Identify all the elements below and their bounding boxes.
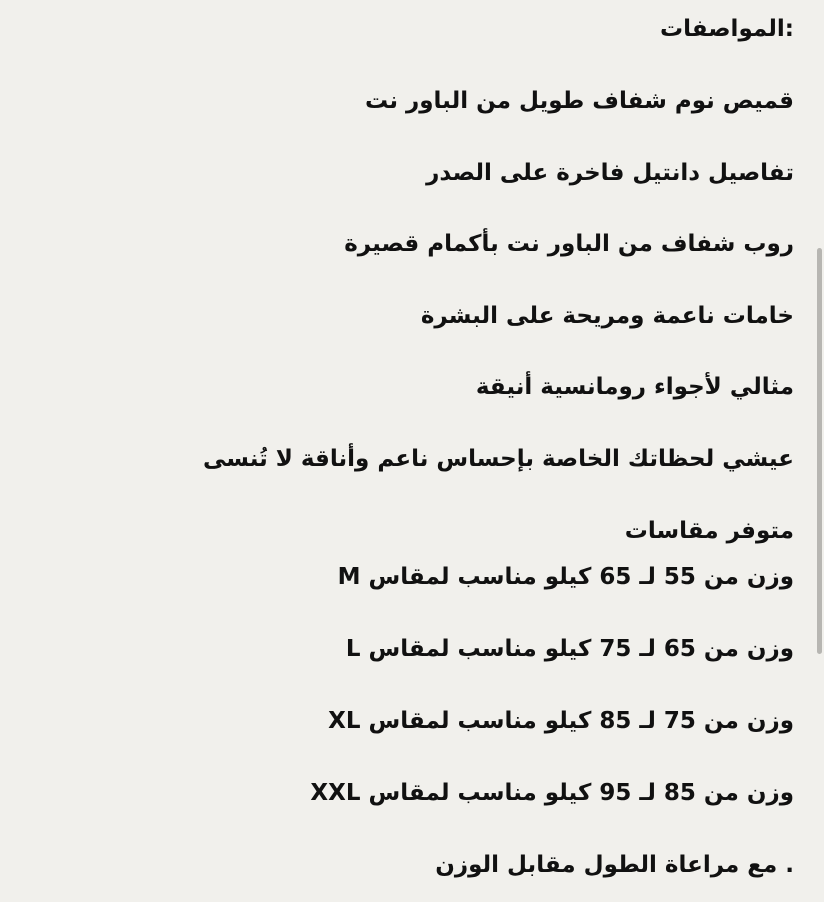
specs-heading: :المواصفات — [660, 16, 794, 42]
spec-line: تفاصيل دانتيل فاخرة على الصدر — [426, 160, 794, 186]
size-line-m: M وزن من 55 لـ 65 كيلو مناسب لمقاس — [337, 564, 794, 590]
sizes-heading: متوفر مقاسات — [624, 518, 794, 544]
spec-line: قميص نوم شفاف طويل من الباور نت — [365, 88, 794, 114]
spec-line: عيشي لحظاتك الخاصة بإحساس ناعم وأناقة لا تُنسى — [203, 446, 794, 472]
size-line-xl: XL وزن من 75 لـ 85 كيلو مناسب لمقاس — [328, 708, 794, 734]
spec-line: مثالي لأجواء رومانسية أنيقة — [475, 374, 794, 400]
size-line-xxl: XXL وزن من 85 لـ 95 كيلو مناسب لمقاس — [310, 780, 794, 806]
spec-line: خامات ناعمة ومريحة على البشرة — [420, 303, 794, 329]
size-line-l: L وزن من 65 لـ 75 كيلو مناسب لمقاس — [345, 636, 794, 662]
vertical-scrollbar[interactable] — [817, 248, 822, 654]
spec-line: روب شفاف من الباور نت بأكمام قصيرة — [344, 231, 794, 257]
sizing-note: . مع مراعاة الطول مقابل الوزن — [435, 852, 794, 878]
